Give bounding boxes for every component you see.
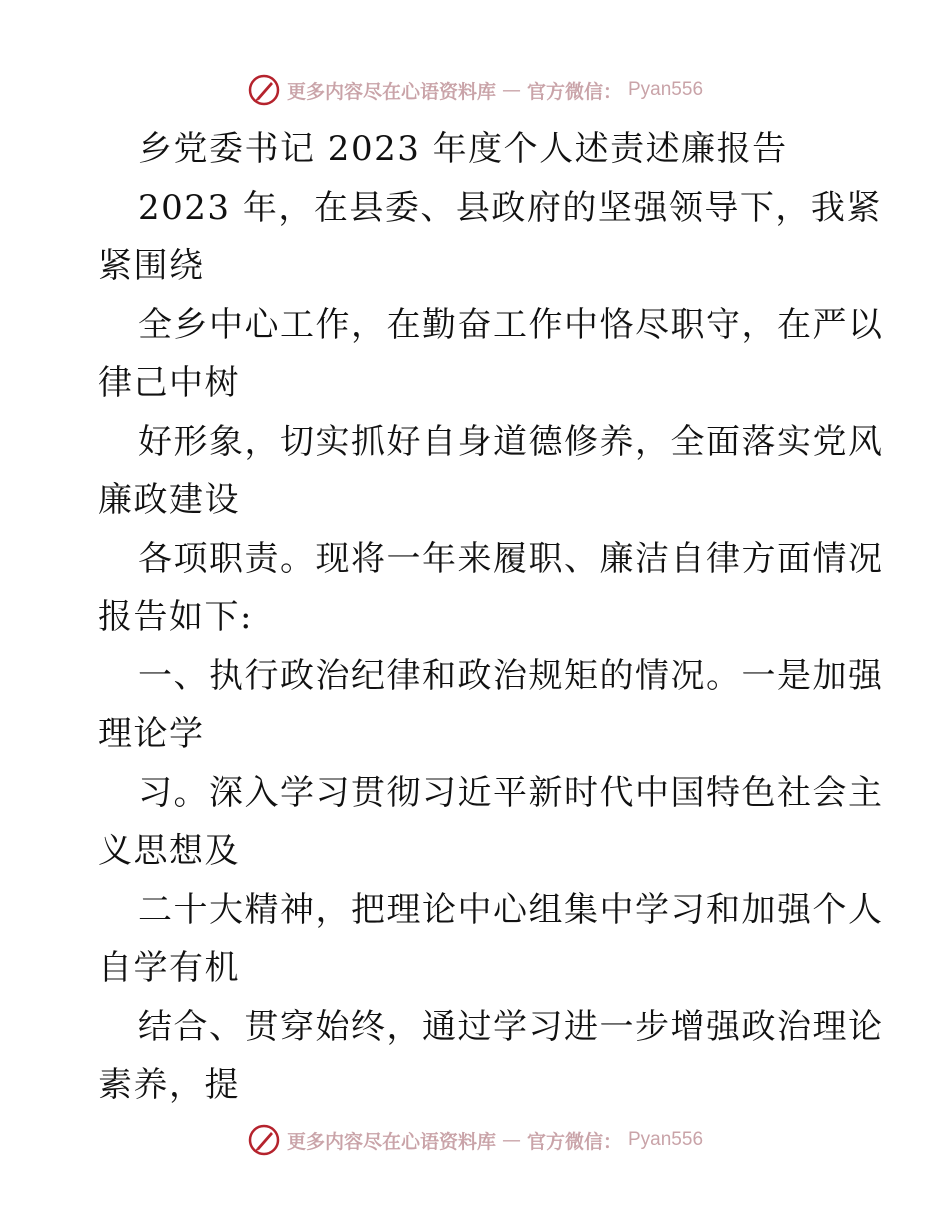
watermark-account: Pyan556 (628, 79, 704, 100)
quill-logo-icon (247, 73, 281, 107)
watermark-dash: — (501, 1129, 521, 1151)
watermark-dash: — (501, 79, 521, 101)
text-line: 一、执行政治纪律和政治规矩的情况。一是加强 (138, 655, 884, 696)
text-line: 理论学 (98, 714, 205, 754)
text-line: 廉政建设 (98, 480, 240, 520)
document-title: 乡党委书记 2023 年度个人述责述廉报告 (138, 129, 788, 169)
text-line: 全乡中心工作，在勤奋工作中恪尽职守，在严以 (138, 304, 884, 345)
document-body (98, 120, 884, 1115)
footer-watermark (0, 1120, 950, 1160)
text-line: 义思想及 (98, 831, 240, 871)
text-line: 素养，提 (98, 1065, 240, 1105)
text-line: 各项职责。现将一年来履职、廉洁自律方面情况 (138, 538, 884, 579)
text-line: 自学有机 (98, 948, 240, 988)
text-line: 报告如下: (98, 597, 253, 637)
watermark-label: 官方微信： (526, 1130, 622, 1153)
watermark-label: 官方微信： (526, 80, 622, 103)
text-line: 结合、贯穿始终，通过学习进一步增强政治理论 (138, 1006, 884, 1047)
header-watermark (0, 70, 950, 110)
text-line: 律己中树 (98, 363, 240, 403)
watermark-account: Pyan556 (628, 1129, 704, 1150)
text-line: 习。深入学习贯彻习近平新时代中国特色社会主 (138, 772, 884, 813)
text-line: 紧围绕 (98, 246, 205, 286)
watermark-text: 更多内容尽在心语资料库 (286, 1130, 496, 1153)
text-line: 好形象，切实抓好自身道德修养，全面落实党风 (138, 421, 884, 462)
quill-logo-icon (247, 1123, 281, 1157)
watermark-text: 更多内容尽在心语资料库 (286, 80, 496, 103)
text-line: 二十大精神，把理论中心组集中学习和加强个人 (138, 889, 884, 930)
text-line: 2023 年，在县委、县政府的坚强领导下，我紧 (138, 187, 882, 228)
